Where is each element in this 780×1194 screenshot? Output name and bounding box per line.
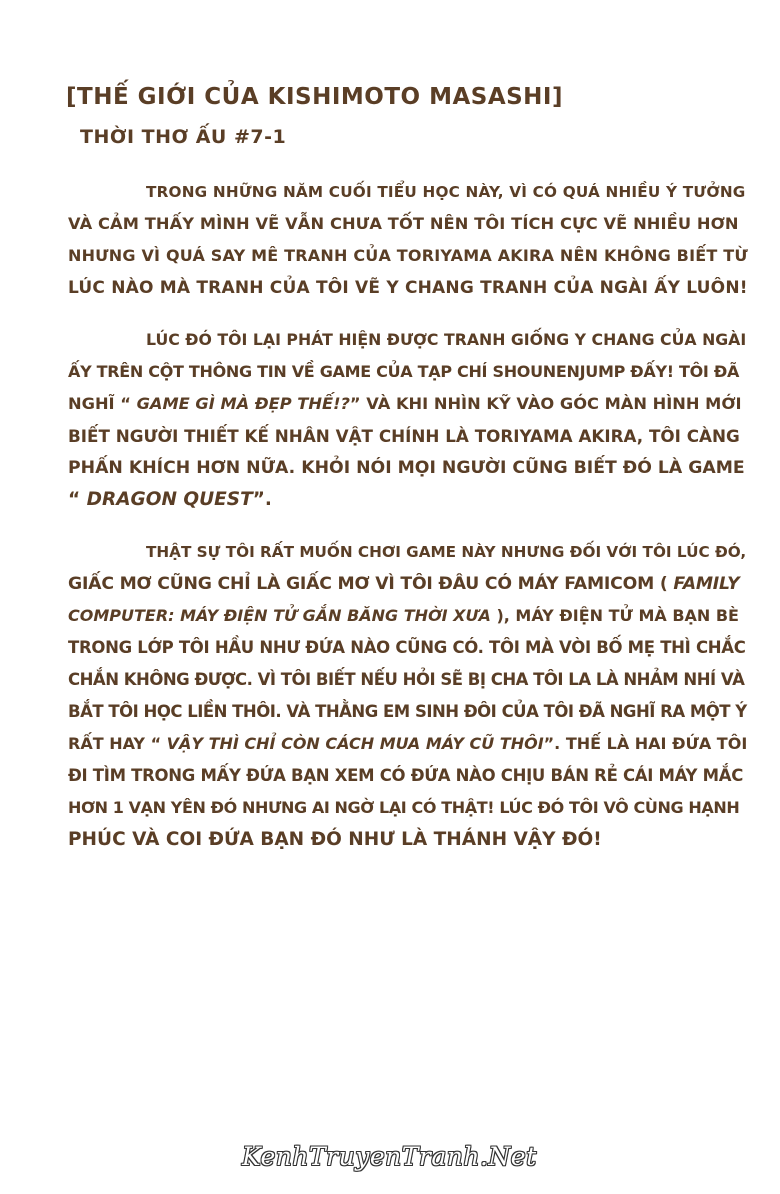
text-segment: RẤT HAY “ — [68, 734, 167, 753]
quoted-text: GAME GÌ MÀ ĐẸP THẾ!? — [136, 394, 350, 413]
paragraph-1 — [68, 176, 748, 304]
text-line: ĐI TÌM TRONG MẤY ĐỨA BẠN XEM CÓ ĐỨA NÀO CHỊU BÁN RẺ CÁI MÁY MẮC — [68, 766, 744, 785]
text-segment: NGHĨ “ — [68, 394, 137, 413]
text-segment: “ — [68, 489, 87, 510]
text-line: PHÚC VÀ COI ĐỨA BẠN ĐÓ NHƯ LÀ THÁNH VẬY ĐÓ! — [68, 829, 602, 850]
text-line: TRONG NHỮNG NĂM CUỐI TIỂU HỌC NÀY, VÌ CÓ QUÁ NHIỀU Ý TƯỞNG — [146, 183, 746, 201]
quoted-text: DRAGON QUEST — [86, 489, 253, 510]
quoted-text: VẬY THÌ CHỈ CÒN CÁCH MUA MÁY CŨ THÔI — [166, 734, 544, 753]
text-segment: ), MÁY ĐIỆN TỬ MÀ BẠN BÈ — [490, 606, 739, 625]
text-line: HƠN 1 VẠN YÊN ĐÓ NHƯNG AI NGỜ LẠI CÓ THẬT! LÚC ĐÓ TÔI VÔ CÙNG HẠNH — [68, 798, 740, 817]
text-line: LÚC ĐÓ TÔI LẠI PHÁT HIỆN ĐƯỢC TRANH GIỐNG Y CHANG CỦA NGÀI — [146, 330, 747, 349]
text-line — [68, 568, 748, 600]
text-segment: ” VÀ KHI NHÌN KỸ VÀO GÓC MÀN HÌNH MỚI — [349, 394, 742, 413]
text-segment: ”. THẾ LÀ HAI ĐỨA TÔI — [543, 734, 748, 753]
text-line: BẮT TÔI HỌC LIỀN THÔI. VÀ THẰNG EM SINH ĐÔI CỦA TÔI ĐÃ NGHĨ RA MỘT Ý — [68, 702, 747, 721]
text-segment: GIẤC MƠ CŨNG CHỈ LÀ GIẤC MƠ VÌ TÔI ĐÂU CÓ MÁY FAMICOM ( — [68, 574, 674, 594]
paragraph-2 — [68, 324, 748, 516]
article-body — [68, 176, 748, 876]
text-segment: ”. — [252, 489, 272, 510]
page-subtitle: THỜI THƠ ẤU #7-1 — [80, 126, 287, 148]
page-title: [THẾ GIỚI CỦA KISHIMOTO MASASHI] — [66, 84, 564, 110]
paragraph-3 — [68, 536, 748, 856]
text-line: NHƯNG VÌ QUÁ SAY MÊ TRANH CỦA TORIYAMA AKIRA NÊN KHÔNG BIẾT TỪ — [68, 246, 748, 265]
text-line: CHẮN KHÔNG ĐƯỢC. VÌ TÔI BIẾT NẾU HỎI SẼ BỊ CHA TÔI LA LÀ NHẢM NHÍ VÀ — [68, 670, 745, 689]
text-line — [68, 728, 748, 760]
text-line: LÚC NÀO MÀ TRANH CỦA TÔI VẼ Y CHANG TRANH CỦA NGÀI ẤY LUÔN! — [68, 278, 748, 298]
text-line: ẤY TRÊN CỘT THÔNG TIN VỀ GAME CỦA TẠP CHÍ SHOUNENJUMP ĐẤY! TÔI ĐÃ — [68, 362, 740, 381]
quoted-text: COMPUTER: MÁY ĐIỆN TỬ GẮN BĂNG THỜI XƯA — [68, 606, 491, 625]
site-watermark: KenhTruyenTranh.Net — [242, 1142, 537, 1171]
text-line: PHẤN KHÍCH HƠN NỮA. KHỎI NÓI MỌI NGƯỜI CŨNG BIẾT ĐÓ LÀ GAME — [68, 458, 745, 478]
text-line: BIẾT NGƯỜI THIẾT KẾ NHÂN VẬT CHÍNH LÀ TORIYAMA AKIRA, TÔI CÀNG — [68, 426, 740, 446]
text-line — [68, 600, 748, 632]
text-line — [68, 388, 748, 420]
text-line: THẬT SỰ TÔI RẤT MUỐN CHƠI GAME NÀY NHƯNG ĐỐI VỚI TÔI LÚC ĐÓ, — [146, 543, 747, 561]
quoted-text: FAMILY — [673, 574, 740, 594]
text-line: VÀ CẢM THẤY MÌNH VẼ VẪN CHƯA TỐT NÊN TÔI TÍCH CỰC VẼ NHIỀU HƠN — [68, 214, 739, 233]
text-line — [68, 484, 748, 516]
text-line: TRONG LỚP TÔI HẦU NHƯ ĐỨA NÀO CŨNG CÓ. TÔI MÀ VÒI BỐ MẸ THÌ CHẮC — [68, 638, 746, 657]
